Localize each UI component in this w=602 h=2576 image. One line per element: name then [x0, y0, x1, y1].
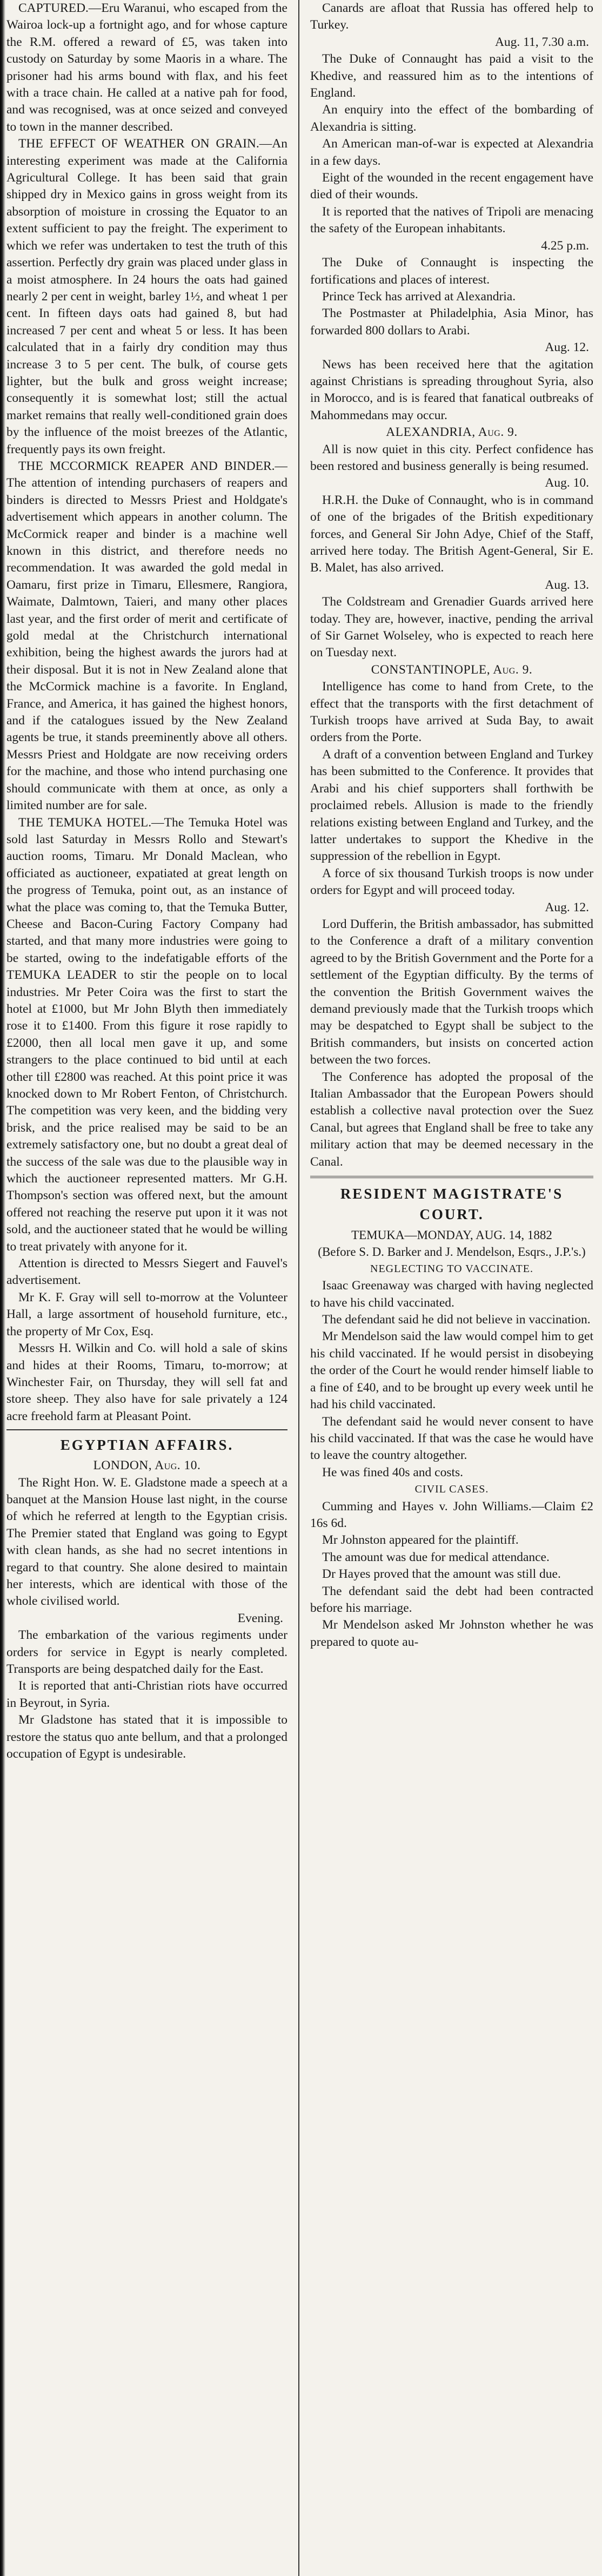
case-believe: The defendant said he did not believe in vaccination. [322, 1313, 591, 1327]
article-draft-convention: A draft of a convention between England and Turkey has been submitted to the Conference. It provides that Arabi and his chief supporters shall forthwith be proclaimed rebels. Allusion is made to the friendly relations existing between England and Turkey, and the latter undertakes to support the Khedive in the suppression of the rebellion in Egypt. [310, 747, 593, 864]
column-rule [298, 0, 299, 2576]
left-column [6, 0, 287, 1763]
dateline-425pm: 4.25 p.m. [541, 238, 589, 253]
notice-siegert-fauvel: Attention is directed to Messrs Siegert and Fauvel's advertisement. [6, 1256, 287, 1288]
article-captured: CAPTURED.—Eru Waranui, who escaped from the Wairoa lock-up a fortnight ago, and for whose capture the R.M. offered a reward of £5, was taken into custody on Saturday by some Maoris in a whare. The prisoner had his arms bound with flax, and his feet with a trace chain. He called at a native pah for food, and was recognised, was at once seized and conveyed to town in the manner described. [6, 1, 287, 134]
case-debt: The defendant said the debt had been contracted before his marriage. [310, 1584, 593, 1615]
article-turkish-force: A force of six thousand Turkish troops is now under orders for Egypt and will proceed today. [310, 866, 593, 898]
case-consent: The defendant said he would never consent to have his child vaccinated. If that was the case he would have to leave the country altogether. [310, 1414, 593, 1463]
article-quiet: All is now quiet in this city. Perfect confidence has been restored and business generally is being resumed. [310, 442, 593, 473]
case-fined: He was fined 40s and costs. [322, 1465, 464, 1479]
article-crete: Intelligence has come to hand from Crete, to the effect that the transports with the first detachment of Turkish troops have arrived at Suda Bay, to await orders from the Porte. [310, 680, 593, 745]
article-weather-grain: THE EFFECT OF WEATHER ON GRAIN.—An interesting experiment was made at the California Agricultural College. It has been said that grain shipped dry in Mexico gains in gross weight from its absorption of moisture in crossing the Equator to an extent sufficient to pay the freight. The experiment to which we refer was undertaken to test the truth of this assertion. Perfectly dry grain was placed under glass in a moist atmosphere. In 24 hours the oats had gained nearly 2 per cent in weight, barley 1½, and wheat 1 per cent. In fifteen days oats had gained 8, but had increased 7 per cent and wheat 5 or less. It has been calculated that in a fairly dry condition may thus increase 3 to 5 per cent. The bulk, of course gets lighter, but the bulk and gross weight increase; consequently it is somewhat lost; still the actual market remains that really well-conditioned grain does by the influence of the moist breezes of the Atlantic, frequently pays its own freight. [6, 137, 287, 456]
article-american-warship: An American man-of-war is expected at Alexandria in a few days. [310, 137, 593, 168]
article-prince-teck: Prince Teck has arrived at Alexandria. [322, 289, 516, 304]
dateline-london-aug10: LONDON, Aug. 10. [93, 1458, 201, 1473]
case-dr-hayes: Dr Hayes proved that the amount was still due. [322, 1567, 561, 1582]
notice-wilkin-sale: Messrs H. Wilkin and Co. will hold a sale of skins and hides at their Rooms, Timaru, to-morrow; at Winchester Fair, on Thursday, they will sell fat and store sheep. They also have for sale privately a 124 acre freehold farm at Pleasant Point. [6, 1341, 287, 1423]
dateline-alexandria-aug9: ALEXANDRIA, Aug. 9. [386, 425, 518, 440]
dateline-aug10: Aug. 10. [545, 476, 589, 490]
article-status-quo: Mr Gladstone has stated that it is impossible to restore the status quo ante bellum, and that a prolonged occupation of Egypt is undesirable. [6, 1713, 287, 1761]
case-johnston: Mr Johnston appeared for the plaintiff. [322, 1533, 519, 1548]
article-tripoli: It is reported that the natives of Tripoli are menacing the safety of the European inhabitants. [310, 204, 593, 236]
dateline-evening: Evening. [237, 1611, 283, 1625]
article-agitation: News has been received here that the agitation against Christians is spreading throughout Syria, also in Morocco, and is is feared that fanatical outbreaks of Mahommedans may occur. [310, 357, 593, 422]
neglecting-vaccinate-heading: NEGLECTING TO VACCINATE. [370, 1262, 533, 1275]
dateline-aug12: Aug. 12. [545, 340, 589, 355]
court-subheading: TEMUKA—MONDAY, AUG. 14, 1882 [351, 1228, 552, 1242]
article-mccormick-reaper: THE MCCORMICK REAPER AND BINDER.—The attention of intending purchasers of reapers and binders is directed to Messrs Priest and Holdgate's advertisement which appears in another column. The McCormick reaper and binder is a machine well known in this district, and therefore needs no recommendation. It was awarded the gold medal in Oamaru, first prize in Timaru, Ellesmere, Rangiora, Waimate, Dalmtown, Taieri, and many other places last year, and the first order of merit and certificate of gold medal at the Christchurch international exhibition, being the highest awards the jurors had at their disposal. But it is not in New Zealand alone that the McCormick machine is a favorite. In England, France, and America, it has gained the highest honors, and if the catalogues issued by the New Zealand agents be true, it stands preeminently above all others. Messrs Priest and Holdgate are now receiving orders for the machine, and those who intend purchasing one should communicate with them at once, as only a limited number are for sale. [6, 459, 287, 813]
article-canards: Canards are afloat that Russia has offered help to Turkey. [310, 1, 593, 32]
article-conference: The Conference has adopted the proposal of the Italian Ambassador that the European Powers should establish a collective naval protection over the Suez Canal, but agrees that England shall be free to take any military action that may be deemed necessary in the Canal. [310, 1070, 593, 1169]
civil-cases-heading: CIVIL CASES. [414, 1483, 489, 1496]
egyptian-affairs-heading: EGYPTIAN AFFAIRS. [60, 1437, 234, 1454]
court-heading: RESIDENT MAGISTRATE'S COURT. [340, 1186, 564, 1223]
article-dufferin: Lord Dufferin, the British ambassador, has submitted to the Conference a draft of a military convention agreed to by the British Government and the Porte for a settlement of the Egyptian difficulty. By the terms of the convention the British Government waives the demand previously made that the Turkish troops which may be despatched to Egypt shall be subject to the British commanders, but insists on concerted action between the two forces. [310, 917, 593, 1067]
article-connaught-visit: The Duke of Connaught has paid a visit to the Khedive, and reassured him as to the intentions of England. [310, 52, 593, 100]
article-duke-arrival: H.R.H. the Duke of Connaught, who is in command of one of the brigades of the British expeditionary forces, and General Sir John Adye, Chief of the Staff, arrived here today. The British Agent-General, Sir E. B. Malet, has also arrived. [310, 493, 593, 575]
notice-gray-sale: Mr K. F. Gray will sell to-morrow at the Volunteer Hall, a large assortment of household furniture, etc., the property of Mr Cox, Esq. [6, 1290, 287, 1339]
dateline-constantinople-aug9: CONSTANTINOPLE, Aug. 9. [371, 662, 533, 677]
page-edge-shadow [0, 0, 5, 2576]
article-postmaster: The Postmaster at Philadelphia, Asia Minor, has forwarded 800 dollars to Arabi. [310, 306, 593, 338]
article-enquiry: An enquiry into the effect of the bombarding of Alexandria is sitting. [310, 103, 593, 134]
dateline-aug12-b: Aug. 12. [545, 900, 589, 914]
section-divider [6, 1429, 287, 1430]
case-asked: Mr Mendelson asked Mr Johnston whether he was prepared to quote au- [310, 1618, 593, 1649]
article-gladstone-speech: The Right Hon. W. E. Gladstone made a speech at a banquet at the Mansion House last night, in the course of which he referred at length to the Egyptian crisis. The Premier stated that England was going to Egypt with clean hands, as she had no secret intentions in regard to that country. She alone desired to maintain her interests, which are identical with those of the whole civilised world. [6, 1475, 287, 1609]
article-embarkation: The embarkation of the various regiments under orders for service in Egypt is nearly completed. Transports are being despatched daily for the East. [6, 1628, 287, 1676]
article-temuka-hotel: THE TEMUKA HOTEL.—The Temuka Hotel was sold last Saturday in Messrs Rollo and Stewart's auction rooms, Timaru. Mr Donald Maclean, who officiated as auctioneer, expatiated at great length on the progress of Temuka, point out, as an instance of what the place was coming to, that the Temuka Butter, Cheese and Bacon-Curing Factory Company had started, and that many more industries were going to be started, owing to the indefatigable efforts of the TEMUKA LEADER to stir the people on to local industries. Mr Peter Coira was the first to start the hotel at £1000, but Mr John Blyth then immediately rose it to £1400. From this figure it rose rapidly to £2000, then all local men gave it up, and some strangers to the place continued to bid until at each other till £2800 was reached. At this point price it was knocked down to Mr Robert Fenton, of Christchurch. The competition was very keen, and the bidding very brisk, and the price realised may be said to be an extremely satisfactory one, but no doubt a great deal of the success of the sale was due to the plausible way in which the auctioneer represented matters. Mr G.H. Thompson's section was offered next, but the amount offered not reaching the reserve put upon it it was not sold, and the auctioneer stated that he would be willing to treat privately with anyone for it. [6, 815, 287, 1254]
article-coldstream: The Coldstream and Grenadier Guards arrived here today. They are, however, inactive, pending the arrival of Sir Garnet Wolseley, who is expected to reach here on Tuesday next. [310, 595, 593, 660]
court-bench: (Before S. D. Barker and J. Mendelson, Esqrs., J.P.'s.) [318, 1245, 586, 1259]
case-mendelson: Mr Mendelson said the law would compel him to get his child vaccinated. If he would persist in disobeying the order of the Court he would render himself liable to a fine of £40, and to be brought up every week until he had his child vaccinated. [310, 1329, 593, 1412]
case-greenaway: Isaac Greenaway was charged with having neglected to have his child vaccinated. [310, 1279, 593, 1310]
dateline-aug11: Aug. 11, 7.30 a.m. [494, 35, 589, 49]
case-cumming-hayes: Cumming and Hayes v. John Williams.—Claim £2 16s 6d. [310, 1499, 593, 1530]
right-column [310, 0, 593, 1651]
article-wounded: Eight of the wounded in the recent engagement have died of their wounds. [310, 171, 593, 202]
article-connaught-inspecting: The Duke of Connaught is inspecting the fortifications and places of interest. [310, 255, 593, 287]
case-amount: The amount was due for medical attendance. [322, 1550, 550, 1564]
section-divider-double [310, 1176, 593, 1178]
article-beyrout-riots: It is reported that anti-Christian riots have occurred in Beyrout, in Syria. [6, 1679, 287, 1710]
dateline-aug13: Aug. 13. [545, 577, 589, 592]
